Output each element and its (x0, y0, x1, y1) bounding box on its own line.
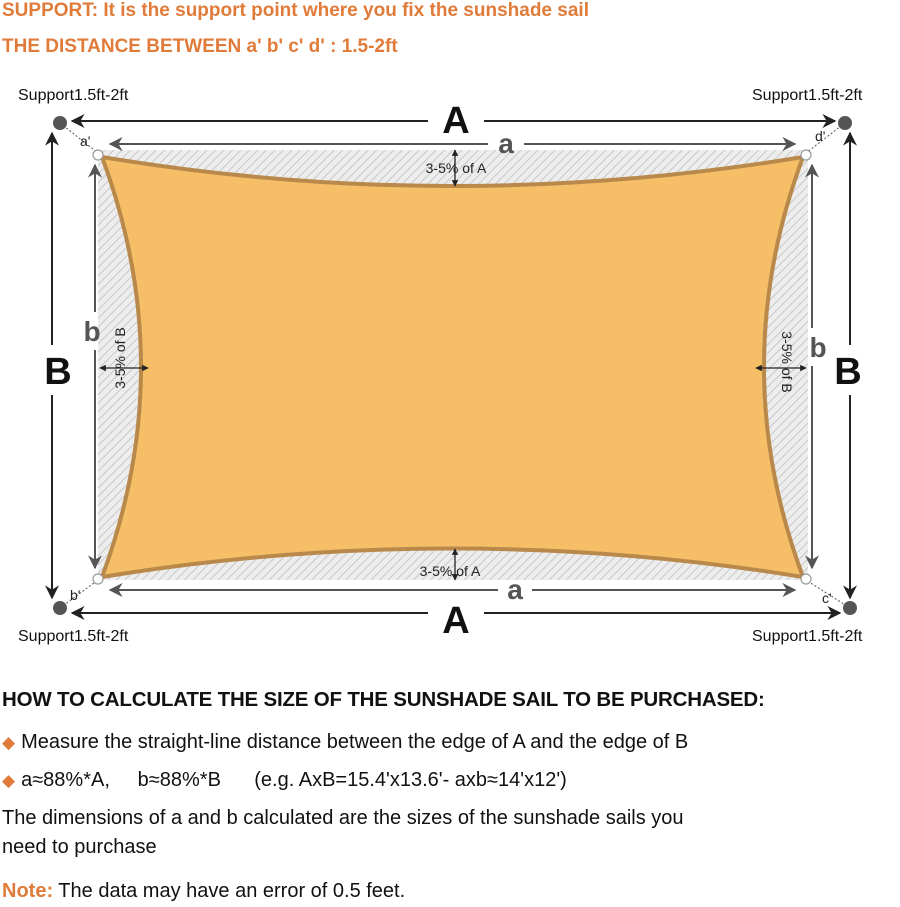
distance-spec: THE DISTANCE BETWEEN a' b' c' d' : 1.5-2ft (2, 36, 398, 57)
diamond-icon: ◆ (2, 771, 16, 790)
label-B-left: B (44, 351, 72, 393)
support-point-icon (843, 601, 857, 615)
label-b-right: b (809, 332, 827, 363)
bullet-1-text: Measure the straight-line distance between the edge of A and the edge of B (21, 731, 689, 753)
bullet-2-text: a≈88%*A, b≈88%*B (e.g. AxB=15.4'x13.6'- axb≈14'x12') (21, 769, 567, 791)
support-point-icon (838, 116, 852, 130)
note (2, 880, 405, 903)
corner-c-label: c' (822, 590, 832, 606)
note-label: Note: (2, 880, 54, 902)
paragraph-line-1: The dimensions of a and b calculated are the sizes of the sunshade sails you (2, 807, 684, 829)
diamond-icon: ◆ (2, 733, 16, 752)
sag-label-top: 3-5% of A (425, 160, 487, 176)
sag-label-right: 3-5% of B (779, 331, 795, 393)
support-label-br: Support1.5ft-2ft (752, 628, 863, 645)
support-point-icon (53, 116, 67, 130)
support-definition: SUPPORT: It is the support point where you fix the sunshade sail (2, 0, 589, 21)
support-label-bl: Support1.5ft-2ft (18, 628, 129, 645)
corner-b-label: b' (70, 587, 81, 603)
label-a-bottom: a (507, 574, 523, 605)
corner-a-label: a' (80, 133, 91, 149)
sail-shape (102, 157, 803, 577)
support-point-icon (53, 601, 67, 615)
paragraph-line-2: need to purchase (2, 836, 157, 858)
label-B-right: B (834, 351, 862, 393)
bullet-2 (2, 769, 567, 792)
label-A-top: A (442, 100, 470, 142)
bullet-1 (2, 731, 688, 754)
support-label-tr: Support1.5ft-2ft (752, 87, 863, 104)
note-text: The data may have an error of 0.5 feet. (53, 880, 406, 902)
support-label-tl: Support1.5ft-2ft (18, 87, 129, 104)
sag-label-left: 3-5% of B (112, 327, 128, 389)
instructions-heading: HOW TO CALCULATE THE SIZE OF THE SUNSHADE SAIL TO BE PURCHASED: (2, 688, 765, 711)
sag-label-bottom: 3-5% of A (419, 563, 481, 579)
label-A-bottom: A (442, 600, 470, 642)
corner-d-label: d' (815, 128, 826, 144)
label-b-left: b (83, 316, 101, 347)
label-a-top: a (498, 128, 514, 159)
